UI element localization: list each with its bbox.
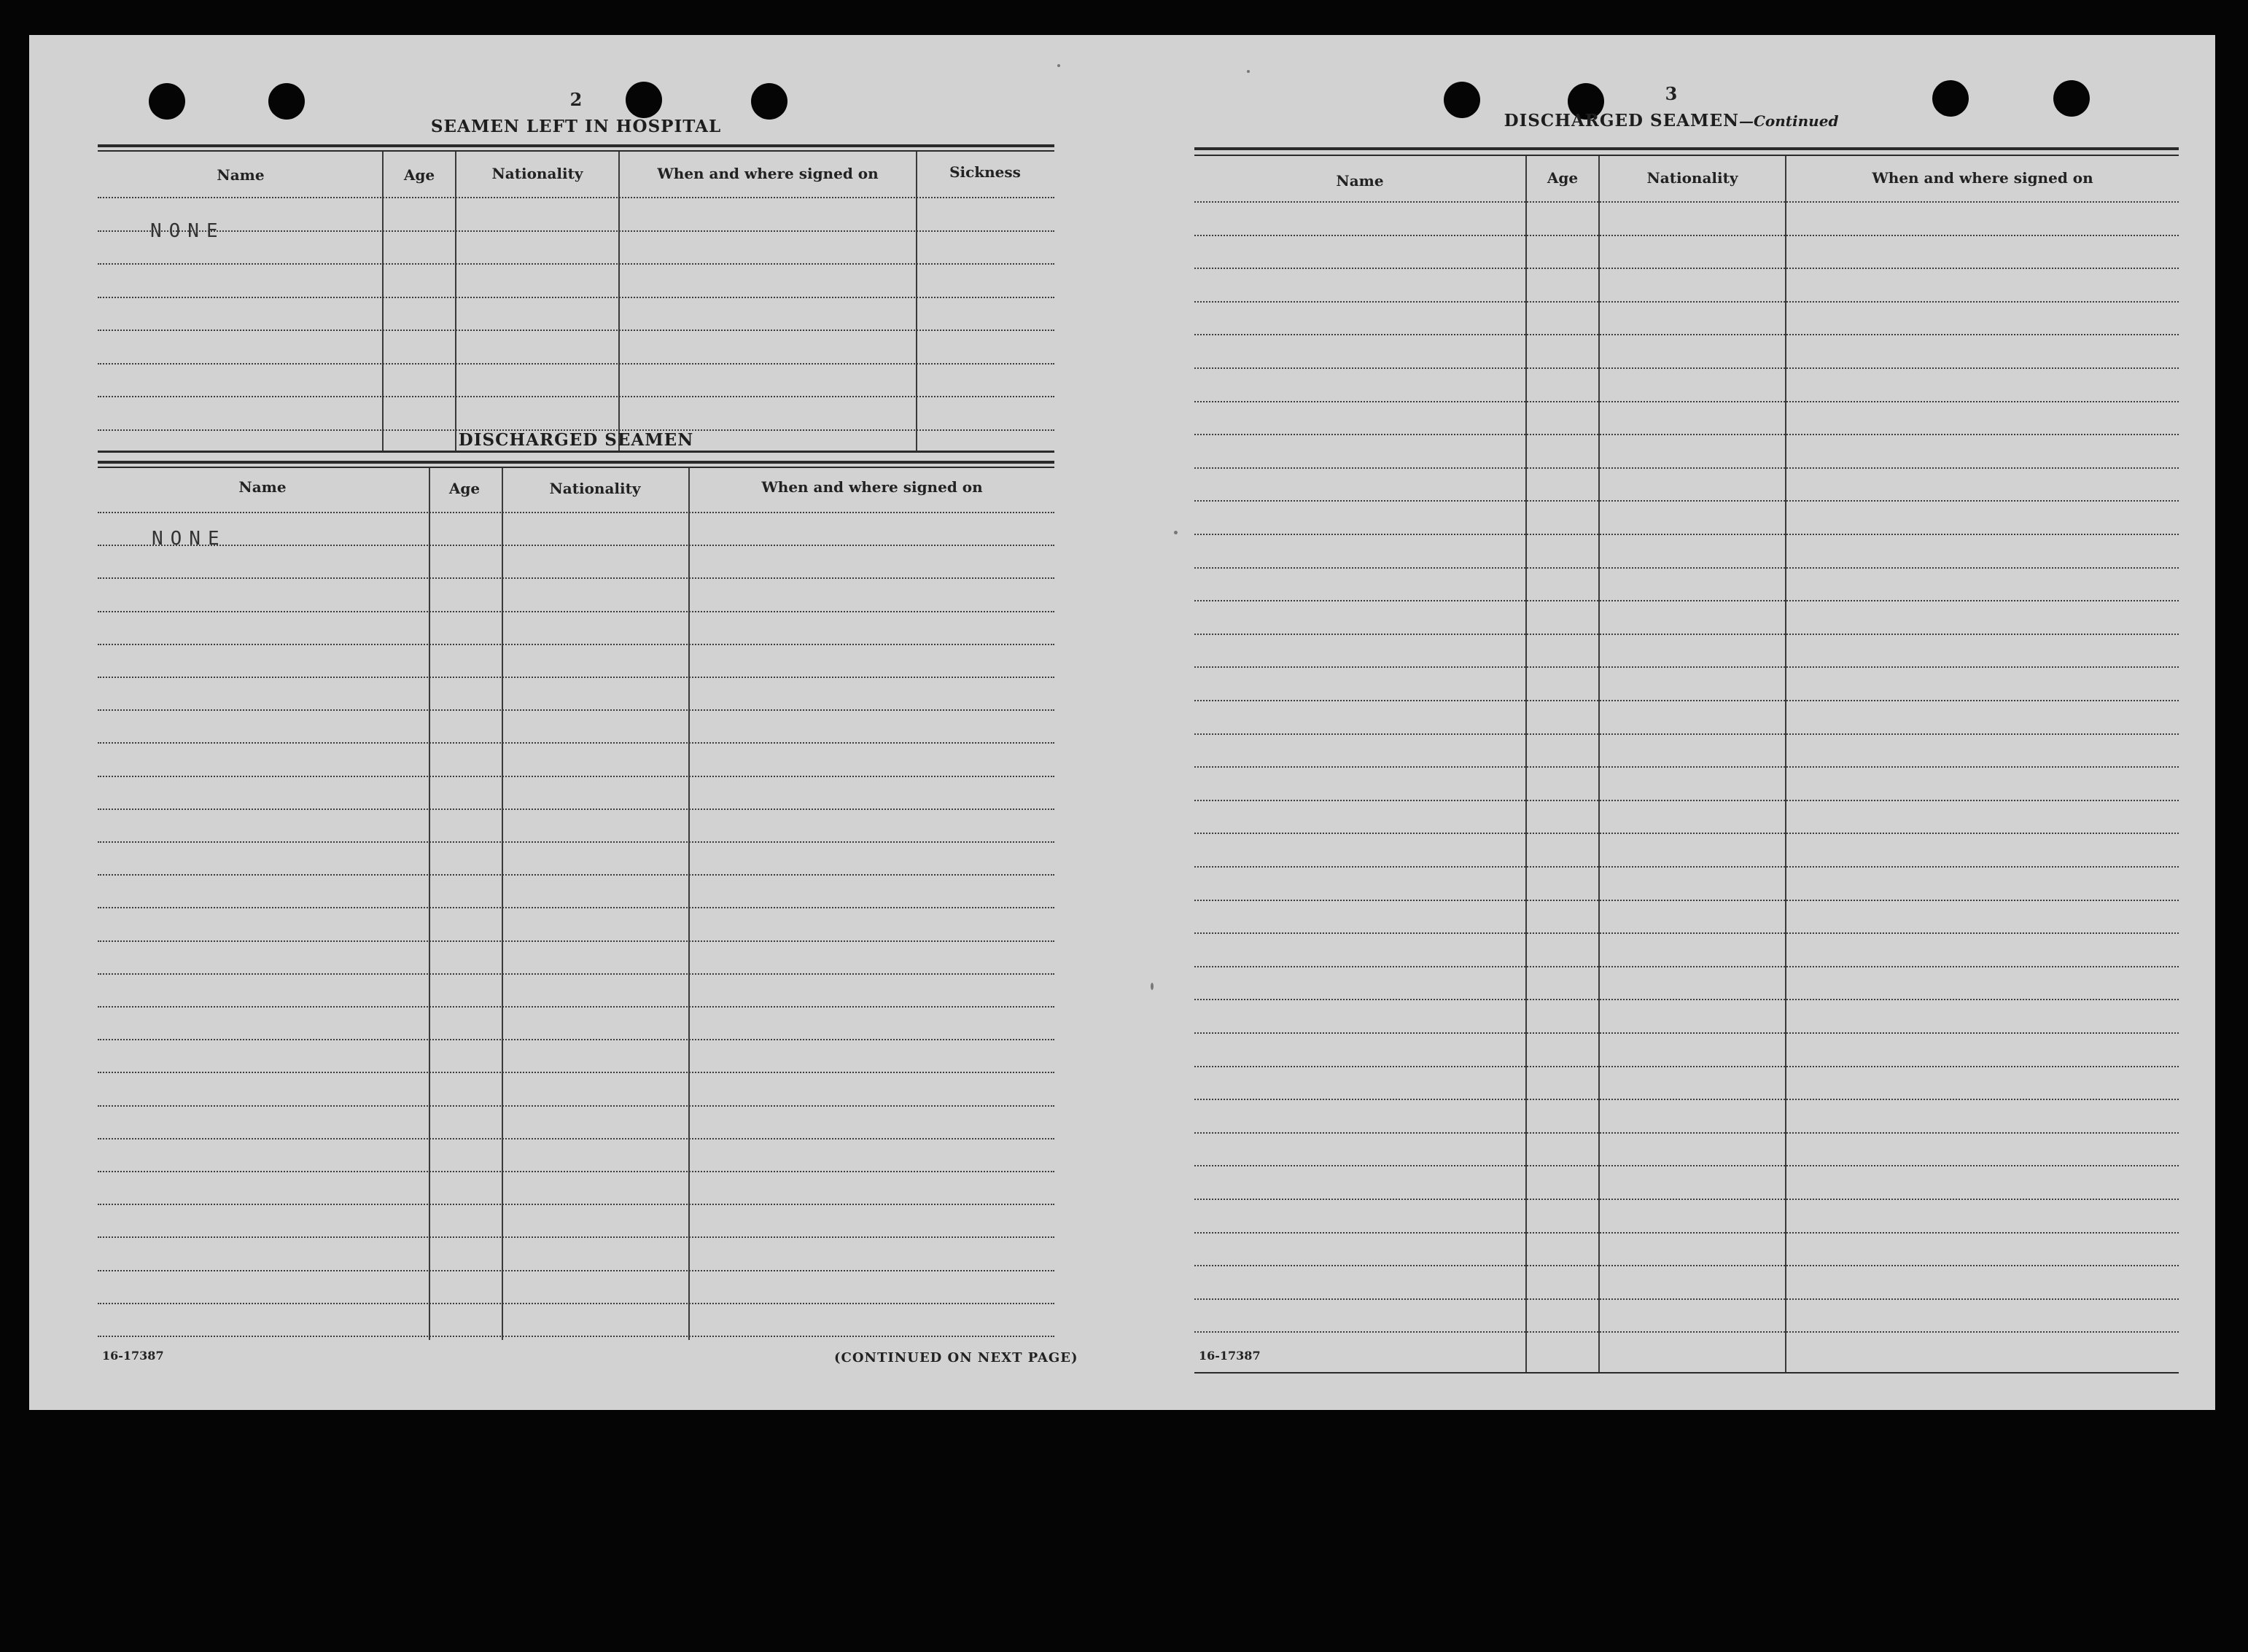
row-line [1194, 999, 2179, 1000]
row-line [1194, 434, 2179, 435]
row-line [1194, 733, 2179, 735]
discharged-col-nationality: Nationality [549, 480, 641, 497]
row-line [98, 1105, 1054, 1107]
continued-col-divider [1525, 156, 1527, 1374]
row-line [98, 1072, 1054, 1073]
row-line [1194, 534, 2179, 535]
hospital-bottom-rule [98, 451, 1054, 453]
hospital-col-age: Age [403, 166, 435, 184]
continued-col-nationality: Nationality [1646, 169, 1738, 187]
row-line [98, 776, 1054, 777]
scan-speck [1151, 983, 1154, 990]
row-line [98, 1138, 1054, 1139]
row-line [98, 709, 1054, 711]
discharged-top-rule [98, 467, 1054, 468]
discharged-section-title: DISCHARGED SEAMEN [458, 430, 694, 450]
row-line [98, 512, 1054, 513]
row-line [1194, 766, 2179, 768]
row-line [98, 1303, 1054, 1304]
hospital-col-sickness: Sickness [949, 163, 1021, 181]
row-line [1194, 401, 2179, 402]
punch-hole [751, 83, 787, 120]
punch-hole [268, 83, 305, 120]
row-line [1194, 301, 2179, 303]
continued-note: (CONTINUED ON NEXT PAGE) [834, 1350, 1078, 1365]
discharged-continued-title-main: DISCHARGED SEAMEN [1504, 111, 1739, 130]
row-line [1194, 932, 2179, 934]
discharged-col-divider [429, 468, 430, 1340]
row-line [1194, 567, 2179, 569]
scan-speck [1247, 70, 1250, 73]
row-line [1194, 1331, 2179, 1333]
punch-hole [2053, 80, 2090, 117]
row-line [98, 230, 1054, 232]
row-line [98, 742, 1054, 744]
row-line [1194, 1132, 2179, 1134]
scan-speck [1057, 64, 1060, 67]
form-number-left: 16-17387 [102, 1349, 164, 1363]
row-line [98, 874, 1054, 876]
row-line [98, 1336, 1054, 1337]
page-number-right: 3 [1665, 83, 1678, 104]
row-line [98, 677, 1054, 678]
discharged-col-age: Age [448, 480, 481, 497]
row-line [98, 396, 1054, 397]
discharged-col-name: Name [238, 478, 287, 496]
row-line [1194, 1066, 2179, 1067]
continued-col-age: Age [1547, 169, 1579, 187]
row-line [1194, 268, 2179, 269]
scan-speck [1174, 531, 1178, 534]
row-line [1194, 1298, 2179, 1300]
row-line [1194, 367, 2179, 369]
discharged-top-rule [98, 461, 1054, 464]
row-line [98, 1039, 1054, 1040]
row-line [1194, 1099, 2179, 1100]
row-line [98, 577, 1054, 579]
discharged-col-signed-on: When and where signed on [761, 478, 983, 496]
row-line [98, 841, 1054, 843]
row-line [98, 1270, 1054, 1271]
row-line [1194, 235, 2179, 236]
punch-hole [626, 82, 662, 118]
row-line [1194, 666, 2179, 668]
row-line [98, 907, 1054, 908]
hospital-col-nationality: Nationality [491, 165, 583, 182]
row-line [1194, 1032, 2179, 1034]
row-line [98, 363, 1054, 365]
row-line [98, 644, 1054, 645]
row-line [1194, 634, 2179, 635]
continued-col-name: Name [1336, 172, 1384, 190]
hospital-col-name: Name [217, 166, 265, 184]
row-line [98, 1171, 1054, 1172]
row-line [98, 973, 1054, 975]
row-line [98, 197, 1054, 198]
row-line [1194, 1265, 2179, 1266]
row-line [1194, 900, 2179, 901]
row-line [98, 297, 1054, 298]
row-line [1194, 334, 2179, 335]
continued-top-rule [1194, 147, 2179, 150]
discharged-col-divider [502, 468, 503, 1340]
row-line [1194, 966, 2179, 967]
form-number-right: 16-17387 [1199, 1349, 1261, 1363]
row-line [98, 1006, 1054, 1008]
row-line [1194, 700, 2179, 701]
row-line [98, 1204, 1054, 1205]
row-line [1194, 1199, 2179, 1200]
row-line [98, 940, 1054, 942]
hospital-entry-name: NONE [150, 220, 225, 242]
row-line [98, 809, 1054, 810]
hospital-top-rule [98, 150, 1054, 152]
document-sheet [29, 35, 2215, 1410]
row-line [98, 263, 1054, 265]
punch-hole [1932, 80, 1969, 117]
continued-col-signed-on: When and where signed on [1872, 169, 2093, 187]
row-line [1194, 201, 2179, 203]
row-line [1194, 833, 2179, 834]
continued-col-divider [1598, 156, 1600, 1374]
row-line [1194, 800, 2179, 801]
row-line [1194, 500, 2179, 502]
discharged-continued-title [1452, 111, 1890, 130]
row-line [1194, 1232, 2179, 1234]
hospital-section-title: SEAMEN LEFT IN HOSPITAL [430, 117, 722, 136]
row-line [98, 330, 1054, 331]
row-line [1194, 467, 2179, 469]
discharged-col-divider [688, 468, 690, 1340]
continued-top-rule [1194, 155, 2179, 156]
row-line [1194, 600, 2179, 601]
discharged-entry-name: NONE [152, 528, 227, 550]
row-line [1194, 1165, 2179, 1166]
page-number-left: 2 [569, 89, 583, 110]
row-line [1194, 866, 2179, 868]
row-line [98, 545, 1054, 546]
punch-hole [149, 83, 185, 120]
row-line [98, 1236, 1054, 1238]
discharged-continued-suffix: —Continued [1739, 112, 1839, 130]
hospital-top-rule [98, 144, 1054, 147]
continued-bottom-rule [1194, 1372, 2179, 1374]
hospital-col-signed-on: When and where signed on [657, 165, 879, 182]
continued-col-divider [1785, 156, 1786, 1374]
row-line [98, 611, 1054, 612]
